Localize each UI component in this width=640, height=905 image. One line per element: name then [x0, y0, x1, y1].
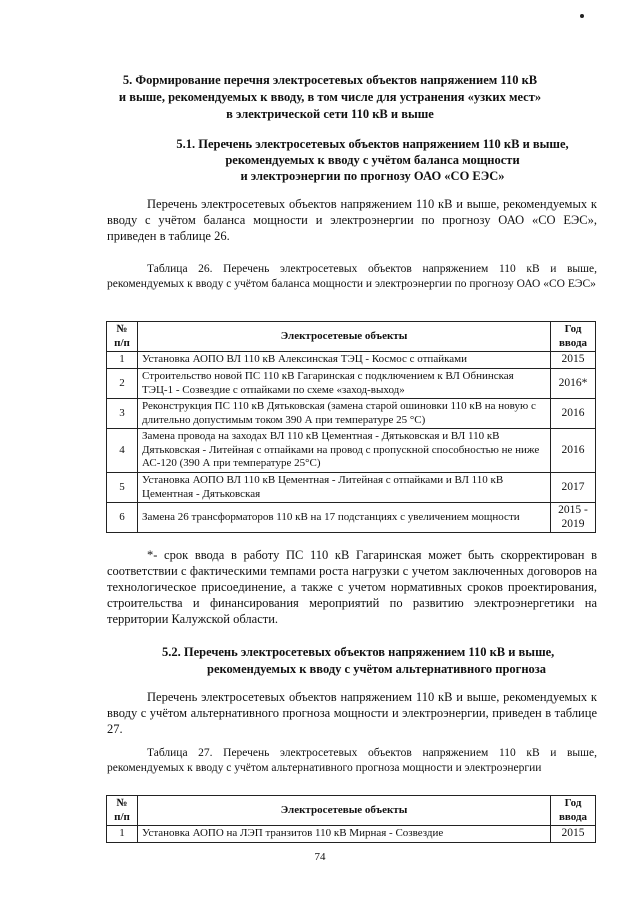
section-5-1-intro: Перечень электросетевых объектов напряжением 110 кВ и выше, рекомендуемых к вводу с учётом баланса мощности и электроэнергии по прогнозу ОАО «СО ЕЭС», приведен в таблице 26. [107, 197, 597, 243]
row-num: 1 [107, 826, 138, 843]
row-num: 3 [107, 399, 138, 429]
row-object: Замена провода на заходах ВЛ 110 кВ Цементная - Дятьковская и ВЛ 110 кВ Дятьковская - Литейная с отпайками на провод с пропускной способностью не ниже АС-120 (390 А при температуре 25°С) [138, 429, 551, 473]
row-year: 2016* [551, 369, 596, 399]
row-year: 2015 [551, 352, 596, 369]
header-num: № п/п [107, 796, 138, 826]
table-26-caption: Таблица 26. Перечень электросетевых объектов напряжением 110 кВ и выше, рекомендуемых к вводу с учётом баланса мощности и электроэнергии по прогнозу ОАО «СО ЕЭС» [107, 263, 597, 290]
header-year: Год ввода [551, 796, 596, 826]
table-row [107, 352, 596, 369]
table-row [107, 503, 596, 533]
row-num: 5 [107, 473, 138, 503]
header-year: Год ввода [551, 322, 596, 352]
row-object: Реконструкция ПС 110 кВ Дятьковская (замена старой ошиновки 110 кВ на новую с длительно допустимым током 390 А при температуре 25 °С) [138, 399, 551, 429]
section-5-2-intro: Перечень электросетевых объектов напряжением 110 кВ и выше, рекомендуемых к вводу с учётом альтернативного прогноза мощности и электроэнергии, приведен в таблице 27. [107, 690, 597, 736]
table-header-row [107, 322, 596, 352]
table-26 [106, 321, 596, 533]
table-27 [106, 795, 596, 843]
row-year: 2015 - 2019 [551, 503, 596, 533]
section-5-2-heading: 5.2. Перечень электросетевых объектов напряжением 110 кВ и выше, рекомендуемых к вводу с учётом альтернативного прогноза [162, 645, 555, 676]
row-object: Установка АОПО ВЛ 110 кВ Цементная - Литейная с отпайками и ВЛ 110 кВ Цементная - Дятьковская [138, 473, 551, 503]
header-object: Электросетевые объекты [138, 322, 551, 352]
table-row [107, 369, 596, 399]
table-row [107, 826, 596, 843]
row-year: 2016 [551, 429, 596, 473]
table-header-row [107, 796, 596, 826]
row-num: 1 [107, 352, 138, 369]
scan-dot [580, 14, 584, 18]
section-5-heading: 5. Формирование перечня электросетевых объектов напряжением 110 кВ и выше, рекомендуемых к вводу, в том числе для устранения «узких мест» в электрической сети 110 кВ и выше [118, 73, 542, 121]
row-num: 4 [107, 429, 138, 473]
table-27-caption: Таблица 27. Перечень электросетевых объектов напряжением 110 кВ и выше, рекомендуемых к вводу с учётом альтернативного прогноза мощности и электроэнергии [107, 747, 597, 774]
row-num: 2 [107, 369, 138, 399]
section-5-1-heading: 5.1. Перечень электросетевых объектов напряжением 110 кВ и выше, рекомендуемых к вводу с учётом баланса мощности и электроэнергии по прогнозу ОАО «СО ЕЭС» [176, 137, 569, 183]
row-year: 2017 [551, 473, 596, 503]
header-object: Электросетевые объекты [138, 796, 551, 826]
table-row [107, 429, 596, 473]
header-num: № п/п [107, 322, 138, 352]
footnote: *- срок ввода в работу ПС 110 кВ Гагаринская может быть скорректирован в соответствии с фактическими темпами роста нагрузки с учетом заключенных договоров на технологическое присоединение, а также с учетом нормативных сроков проектирования, строительства и финансирования мероприятий по развитию электроэнергетики на территории Калужской области. [107, 548, 597, 626]
row-object: Замена 26 трансформаторов 110 кВ на 17 подстанциях с увеличением мощности [138, 503, 551, 533]
row-year: 2015 [551, 826, 596, 843]
table-row [107, 399, 596, 429]
table-row [107, 473, 596, 503]
page-number: 74 [314, 851, 326, 863]
row-object: Строительство новой ПС 110 кВ Гагаринская с подключением к ВЛ Обнинская ТЭЦ-1 - Созвездие с отпайками по схеме «заход-выход» [138, 369, 551, 399]
row-year: 2016 [551, 399, 596, 429]
row-num: 6 [107, 503, 138, 533]
row-object: Установка АОПО ВЛ 110 кВ Алексинская ТЭЦ - Космос с отпайками [138, 352, 551, 369]
row-object: Установка АОПО на ЛЭП транзитов 110 кВ Мирная - Созвездие [138, 826, 551, 843]
